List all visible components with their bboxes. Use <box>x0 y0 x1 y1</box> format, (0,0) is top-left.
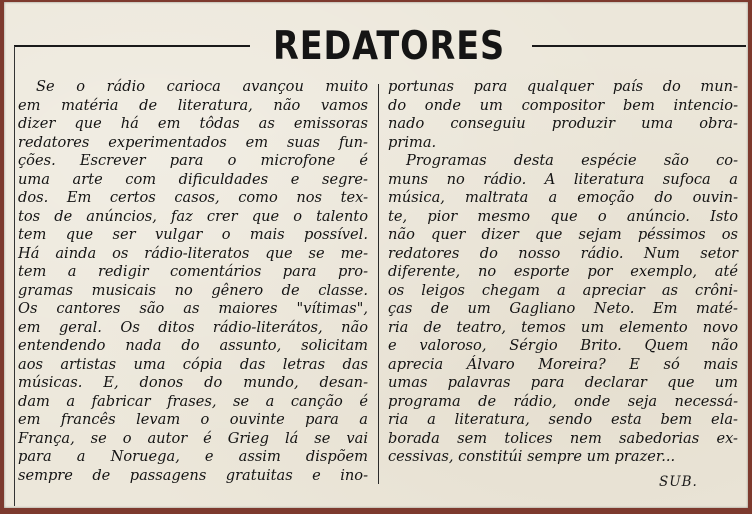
text-column-right <box>388 78 738 467</box>
text-line: não quer dizer que sejam péssimos os <box>388 226 738 243</box>
text-line: tem a redigir comentários para pro- <box>18 263 368 280</box>
text-line: Se o rádio carioca avançou muito <box>36 78 368 95</box>
text-line: nado conseguiu produzir uma obra- <box>388 115 738 132</box>
text-line: borada sem tolices nem sabedorias ex- <box>388 429 738 447</box>
text-line: Programas desta espécie são co- <box>406 152 738 169</box>
text-line: te, pior mesmo que o anúncio. Isto <box>388 207 738 225</box>
text-line: ções. Escrever para o microfone é <box>18 152 368 169</box>
text-line: redatores do nosso rádio. Num setor <box>388 244 738 262</box>
text-line: programa de rádio, onde seja necessá- <box>388 392 738 410</box>
text-line: os leigos chegam a apreciar as crôni- <box>388 281 738 299</box>
text-line: cessivas, constitúi sempre um prazer... <box>388 448 676 465</box>
text-line: em geral. Os ditos rádio-literátos, não <box>18 318 368 336</box>
text-line: Há ainda os rádio-literatos que se me- <box>18 244 368 262</box>
text-line: diferente, no esporte por exemplo, até <box>388 263 738 280</box>
text-line: França, se o autor é Grieg lá se vai <box>18 429 368 447</box>
text-line: aos artistas uma cópia das letras das <box>18 355 368 373</box>
frame-border-left <box>14 46 15 506</box>
text-line: Os cantores são as maiores "vítimas", <box>18 300 368 317</box>
text-line: uma arte com dificuldades e segre- <box>18 170 368 188</box>
text-line: tos de anúncios, faz crer que o talento <box>18 207 368 225</box>
text-line: dizer que há em tôdas as emissoras <box>18 115 368 132</box>
text-line: em francês levam o ouvinte para a <box>18 411 368 428</box>
newspaper-clipping <box>4 2 748 508</box>
text-line: muns no rádio. A literatura sufoca a <box>388 170 738 188</box>
text-line: ças de um Gagliano Neto. Em maté- <box>388 300 738 317</box>
text-line: dos. Em certos casos, como nos tex- <box>18 189 368 206</box>
text-line: e valoroso, Sérgio Brito. Quem não <box>388 337 738 354</box>
text-line: redatores experimentados em suas fun- <box>18 133 368 151</box>
text-line: ria a literatura, sendo esta bem ela- <box>388 411 738 428</box>
text-line: gramas musicais no gênero de classe. <box>18 281 368 299</box>
text-line: portunas para qualquer país do mun- <box>388 78 738 95</box>
text-line: do onde um compositor bem intencio- <box>388 96 738 114</box>
text-line: umas palavras para declarar que um <box>388 374 738 391</box>
text-line: entendendo nada do assunto, solicitam <box>18 337 368 354</box>
heading-rule-left <box>14 45 250 47</box>
text-line: aprecia Álvaro Moreira? E só mais <box>388 355 738 373</box>
column-divider <box>378 84 379 484</box>
text-line: músicas. E, donos do mundo, desan- <box>18 374 368 391</box>
text-line: prima. <box>388 133 437 151</box>
heading-rule-right <box>532 45 746 47</box>
text-line: para a Noruega, e assim dispõem <box>18 448 368 465</box>
text-line: tem que ser vulgar o mais possível. <box>18 226 368 243</box>
text-column-left <box>18 78 368 485</box>
author-signature: SUB. <box>659 474 698 490</box>
article-heading: REDATORES <box>273 24 505 69</box>
text-line: ria de teatro, temos um elemento novo <box>388 318 738 336</box>
text-line: dam a fabricar frases, se a canção é <box>18 392 368 410</box>
text-line: em matéria de literatura, não vamos <box>18 96 368 114</box>
text-line: música, maltrata a emoção do ouvin- <box>388 189 738 206</box>
text-line: sempre de passagens gratuitas e ino- <box>18 466 368 484</box>
